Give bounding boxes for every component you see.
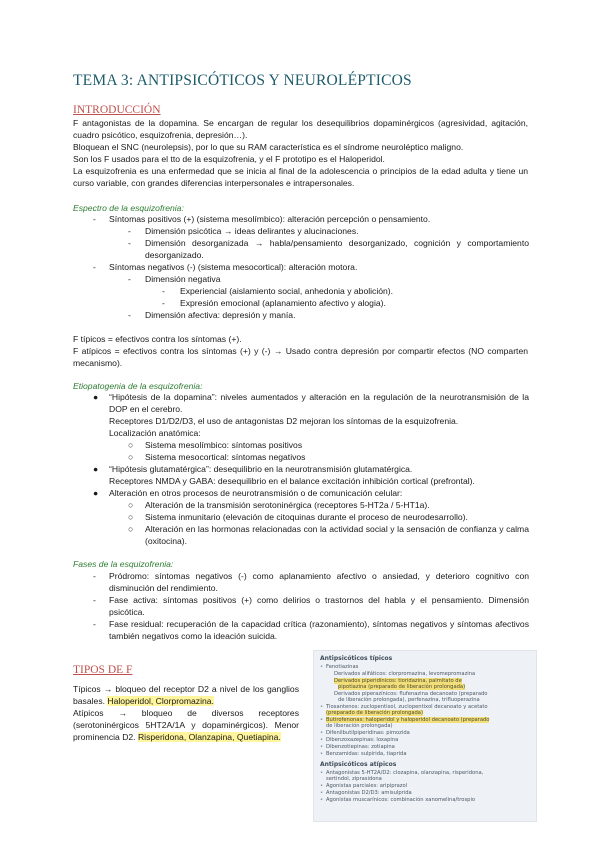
bullet: • [320, 790, 324, 796]
panel-item: (preparado de liberación prolongada) [326, 710, 423, 716]
panel-item: Butirofenonas: haloperidol y haloperidol decanoato (preparado [326, 717, 490, 723]
list-item: Fase activa: síntomas positivos (+) como delirios o trastornos del habla y el pensamiento. Dimensión psicótica. [109, 595, 529, 617]
dash-bullet: - [128, 238, 131, 248]
dash-bullet: - [162, 286, 165, 296]
tipos-paragraph [73, 684, 299, 708]
list-item: Pródromo: síntomas negativos (-) como aplanamiento afectivo o ansiedad, y deterioro cognitivo con disminución del rendimiento. [109, 571, 529, 593]
atipicos-drugs-highlight: Risperidona, Olanzapina, Quetiapina. [137, 731, 281, 742]
dash-bullet: - [93, 595, 96, 605]
bullet: • [320, 751, 324, 757]
panel-item: sertindol, ziprasidona [326, 776, 382, 782]
section-heading-tipos: TIPOS DE F [73, 664, 133, 676]
panel-item: Benzamidas: sulpirida, tiaprida [326, 751, 407, 757]
bullet: • [320, 664, 324, 670]
list-item: “Hipótesis glutamatérgica”: desequilibrio en la neurotransmisión glutamatérgica. [109, 464, 413, 474]
list-item: Dimensión desorganizada → habla/pensamiento desorganizado, cognición y comportamiento desorganizado. [145, 238, 529, 260]
panel-item: pipotiazina (preparado de liberación prolongada) [338, 684, 466, 690]
dash-bullet: - [93, 619, 96, 629]
list-item: Dimensión afectiva: depresión y manía. [145, 310, 296, 320]
list-item: Fase residual: recuperación de la capacidad crítica (razonamiento), síntomas negativos y síntomas afectivos también negativos como la ideación suicida. [109, 619, 529, 641]
tipicos-text: Típicos → bloqueo del receptor D2 a nivel de los ganglios basales. [73, 684, 299, 706]
dash-bullet: - [93, 214, 96, 224]
panel-item: Antagonistas D2/D3: amisulprida [326, 790, 412, 796]
bullet: ● [93, 464, 99, 474]
bullet: • [320, 737, 324, 743]
list-item: Alteración en otros procesos de neurotransmisión o de comunicación celular: [109, 488, 403, 498]
panel-item: Dibenzotiepinas: zotiapina [326, 744, 395, 750]
list-item: Dimensión psicótica → ideas delirantes y alucinaciones. [145, 226, 359, 236]
list-item: Localización anatómica: [109, 428, 201, 438]
panel-item: Derivados piperidínicos: tioridazina, palmitato de [334, 678, 462, 684]
dash-bullet: - [128, 274, 131, 284]
panel-item: Difenilbutilpiperidinas: pimozida [326, 730, 410, 736]
bullet: ● [93, 488, 99, 498]
subheading-fases: Fases de la esquizofrenia: [73, 559, 174, 569]
list-item: Sistema mesolímbico: síntomas positivos [145, 440, 303, 450]
subheading-espectro: Espectro de la esquizofrenia: [73, 203, 184, 213]
dash-bullet: - [93, 262, 96, 272]
tipicos-drugs-highlight: Haloperidol, Clorpromazina. [107, 695, 214, 706]
panel-item: Derivados piperazínicos: flufenazina decanoato (preparado [334, 691, 488, 697]
panel-item: Agonistas muscarínicos: combinación xanomelina/trospio [326, 797, 476, 803]
list-item: “Hipótesis de la dopamina”: niveles aumentados y alteración en la regulación de la neurotransmisión de la DOP en el cerebro. [109, 392, 529, 414]
panel-heading: Antipsicóticos típicos [320, 655, 393, 662]
intro-paragraph: Bloquean el SNC (neurolepsis), por lo que su RAM característica es el síndrome neuroléptico maligno. [73, 142, 464, 152]
circle-bullet: ○ [128, 440, 134, 450]
intro-paragraph: La esquizofrenia es una enfermedad que se inicia al final de la adolescencia o principios de la edad adulta y tiene un curso variable, con grandes diferencias interpersonales e intrapersonales. [73, 166, 528, 188]
list-item: Sistema inmunitario (elevación de citoquinas durante el proceso de neurodesarrollo). [145, 512, 468, 522]
bullet: • [320, 704, 324, 710]
atipicos-text: Atípicos → bloqueo de diversos receptores (serotoninérgicos 5HT2A/1A y dopaminérgicos). Menor prominencia D2. [73, 708, 299, 742]
list-item: Dimensión negativa [145, 274, 221, 284]
atipicos-line: F atípicos = efectivos contra los síntomas (+) y (-) → Usado contra depresión por compartir efectos (NO comparten mecanismo). [73, 346, 528, 368]
page-title: TEMA 3: ANTIPSICÓTICOS Y NEUROLÉPTICOS [73, 72, 412, 89]
tipicos-line: F típicos = efectivos contra los síntomas (+). [73, 334, 242, 344]
intro-paragraph: Son los F usados para el tto de la esquizofrenia, y el F prototipo es el Haloperidol. [73, 154, 385, 164]
intro-paragraph: F antagonistas de la dopamina. Se encargan de regular los desequilibrios dopaminérgicos (agresividad, agitación, cuadro psicótico, esquizofrenia, depresión…). [73, 118, 528, 140]
tipos-paragraph [73, 708, 299, 743]
panel-item: Dibenzoxazepinas: loxapina [326, 737, 399, 743]
list-item: Experiencial (aislamiento social, anhedonia y abolición). [180, 286, 394, 296]
bullet: ● [93, 392, 99, 402]
panel-item: Tioxantenos: zuclopentixol, zuclopentixol decanoato y acetato [326, 704, 488, 710]
bullet: • [320, 730, 324, 736]
dash-bullet: - [128, 226, 131, 236]
circle-bullet: ○ [128, 524, 134, 534]
antipsicoticos-table-image [313, 650, 537, 822]
dash-bullet: - [128, 310, 131, 320]
list-item: Síntomas negativos (-) (sistema mesocortical): alteración motora. [109, 262, 358, 272]
bullet: • [320, 797, 324, 803]
section-heading-introduccion: INTRODUCCIÓN [73, 104, 161, 116]
bullet: • [320, 717, 324, 723]
circle-bullet: ○ [128, 500, 134, 510]
list-item: Alteración en las hormonas relacionadas con la actividad social y la sensación de confianza y calma (oxitocina). [145, 524, 529, 546]
panel-heading: Antipsicóticos atípicos [320, 761, 397, 768]
subheading-etiopatogenia: Etiopatogenia de la esquizofrenia: [73, 381, 203, 391]
list-item: Expresión emocional (aplanamiento afectivo y alogia). [180, 298, 386, 308]
bullet: • [320, 783, 324, 789]
circle-bullet: ○ [128, 452, 134, 462]
dash-bullet: - [162, 298, 165, 308]
bullet: • [320, 744, 324, 750]
circle-bullet: ○ [128, 512, 134, 522]
bullet: • [320, 770, 324, 776]
list-item: Receptores D1/D2/D3, el uso de antagonistas D2 mejoran los síntomas de la esquizofrenia. [109, 416, 459, 426]
panel-item: de liberación prolongada), perfenazina, trifluoperazina [338, 697, 480, 703]
dash-bullet: - [93, 571, 96, 581]
list-item: Síntomas positivos (+) (sistema mesolímbico): alteración percepción o pensamiento. [109, 214, 431, 224]
panel-item: Antagonistas 5-HT2A/D2: clozapina, olanzapina, risperidona, [326, 770, 484, 776]
panel-item: Agonistas parciales: aripiprazol [326, 783, 408, 789]
list-item: Receptores NMDA y GABA: desequilibrio en el balance excitación inhibición cortical (prefrontal). [109, 476, 475, 486]
panel-item: Fenotiazinas [326, 664, 359, 670]
panel-item: Derivados alifáticos: clorpromazina, levomepromazina [334, 671, 476, 677]
list-item: Sistema mesocortical: síntomas negativos [145, 452, 306, 462]
panel-item: de liberación prolongada) [326, 723, 393, 729]
list-item: Alteración de la transmisión serotoninérgica (receptores 5-HT2a / 5-HT1a). [145, 500, 430, 510]
